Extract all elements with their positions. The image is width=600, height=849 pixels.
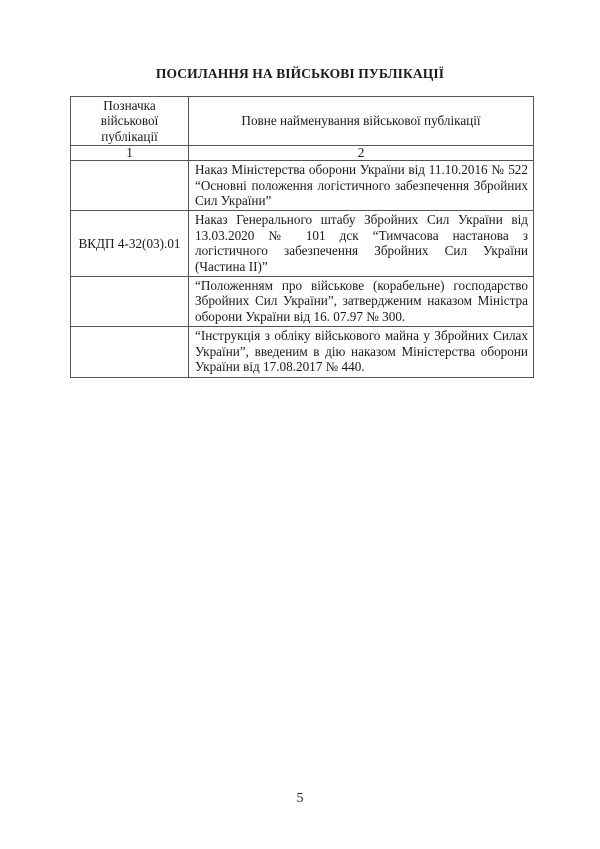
- references-table: [70, 96, 534, 378]
- page-number: 5: [296, 791, 304, 806]
- publication-code: ВКДП 4-32(03).01: [71, 211, 189, 277]
- publication-description: “Положенням про військове (корабельне) господарство Збройних Сил України”, затвердженим наказом Міністра оборони України від 16. 07.97 № 300.: [189, 277, 534, 327]
- column-number-row: [71, 146, 534, 161]
- table-row: [71, 161, 534, 211]
- publication-description: “Інструкція з обліку військового майна у Збройних Силах України”, введеним в дію наказом Міністерства оборони України від 17.08.2017 № 440.: [189, 327, 534, 377]
- table-row: [71, 211, 534, 277]
- header-publication-code: Позначка військової публікації: [71, 97, 189, 146]
- table-row: [71, 277, 534, 327]
- table-header-row: [71, 97, 534, 146]
- column-number-1: 1: [71, 146, 189, 161]
- publication-description: Наказ Міністерства оборони України від 11.10.2016 № 522 “Основні положення логістичного забезпечення Збройних Сил України”: [189, 161, 534, 211]
- table-row: [71, 327, 534, 377]
- publication-code: [71, 277, 189, 327]
- column-number-2: 2: [189, 146, 534, 161]
- publication-code: [71, 327, 189, 377]
- header-publication-full-name: Повне найменування військової публікації: [189, 97, 534, 146]
- page-title: ПОСИЛАННЯ НА ВІЙСЬКОВІ ПУБЛІКАЦІЇ: [155, 66, 445, 81]
- publication-code: [71, 161, 189, 211]
- publication-description: Наказ Генерального штабу Збройних Сил України від 13.03.2020 № 101 дск “Тимчасова настанова з логістичного забезпечення Збройних Сил України (Частина ІІ)”: [189, 211, 534, 277]
